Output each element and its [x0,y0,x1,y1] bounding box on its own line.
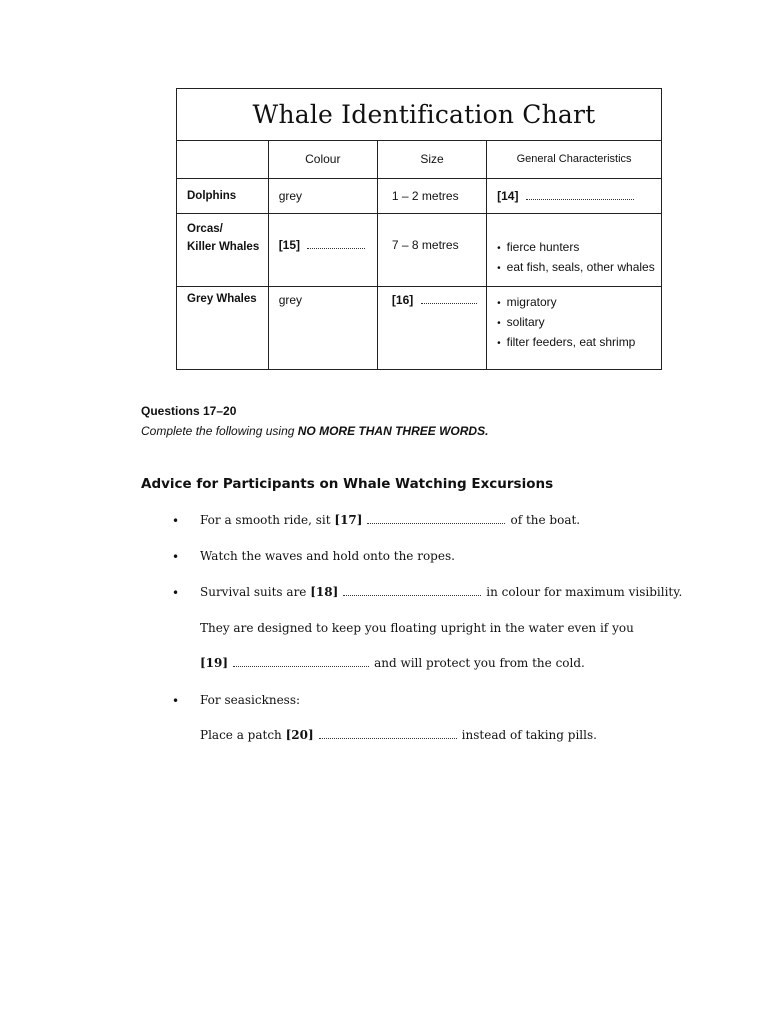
instruction-emphasis: NO MORE THAN THREE WORDS. [297,424,489,438]
question-19-line [200,656,585,670]
question-16-label: [16] [391,292,414,307]
grey-whales-characteristics-list [497,293,661,353]
row-label-grey-whales: Grey Whales [187,292,257,305]
question-15-label: [15] [278,237,301,252]
answer-blank-15[interactable] [307,238,365,249]
question-19-label: [19] [200,656,229,670]
answer-blank-19[interactable] [233,656,369,667]
chart-table [177,141,661,369]
q17-text-before: For a smooth ride, sit [200,513,331,527]
list-item: • eat fish, seals, other whales [497,258,661,278]
question-18-label: [18] [310,585,339,599]
list-item: • filter feeders, eat shrimp [497,333,661,353]
q18-text-before: Survival suits are [200,585,307,599]
q19-text-after: and will protect you from the cold. [374,656,585,670]
header-empty [177,141,268,178]
row-label-orcas-line2: Killer Whales [187,240,260,253]
question-17-label: [17] [334,513,363,527]
orcas-characteristics-list [497,238,661,278]
chart-title: Whale Identification Chart [177,89,661,141]
q20-text-before: Place a patch [200,728,282,742]
questions-heading: Questions 17–20 [141,404,237,418]
answer-blank-20[interactable] [319,728,457,739]
q20-text-after: instead of taking pills. [461,728,597,742]
bullet-icon: • [172,694,180,708]
whale-identification-chart [176,88,662,370]
cell-grey-whales-colour: grey [268,286,377,369]
header-row [177,141,661,178]
answer-blank-18[interactable] [343,585,481,596]
table-row-orcas [177,213,661,286]
cell-dolphins-colour: grey [268,178,377,213]
section-title: Advice for Participants on Whale Watching Excursions [141,476,554,492]
question-17-line [200,513,580,527]
q17-text-after: of the boat. [510,513,581,527]
questions-instruction [141,424,488,438]
question-20-line [200,728,597,742]
waves-line: Watch the waves and hold onto the ropes. [200,549,455,563]
cell-dolphins-size: 1 – 2 metres [377,178,486,213]
header-colour: Colour [268,141,377,178]
bullet-icon: • [172,586,180,600]
row-label-dolphins: Dolphins [187,189,237,202]
q18-text-after: in colour for maximum visibility. [486,585,683,599]
seasickness-line: For seasickness: [200,693,301,707]
instruction-prefix: Complete the following using [141,424,298,438]
list-item: • solitary [497,313,661,333]
header-size: Size [377,141,486,178]
question-20-label: [20] [285,728,314,742]
question-18-line [200,585,682,599]
table-row-dolphins [177,178,661,213]
list-item: • fierce hunters [497,238,661,258]
designed-line: They are designed to keep you floating upright in the water even if you [200,621,634,635]
bullet-icon: • [172,514,180,528]
header-general-characteristics: General Characteristics [487,141,661,178]
cell-orcas-size: 7 – 8 metres [377,213,486,286]
list-item: • migratory [497,293,661,313]
row-label-orcas-line1: Orcas/ [187,222,223,235]
question-14-label: [14] [497,188,519,203]
answer-blank-14[interactable] [526,189,634,200]
bullet-icon: • [172,550,180,564]
answer-blank-16[interactable] [421,293,477,304]
answer-blank-17[interactable] [367,513,505,524]
table-row-grey-whales [177,286,661,369]
